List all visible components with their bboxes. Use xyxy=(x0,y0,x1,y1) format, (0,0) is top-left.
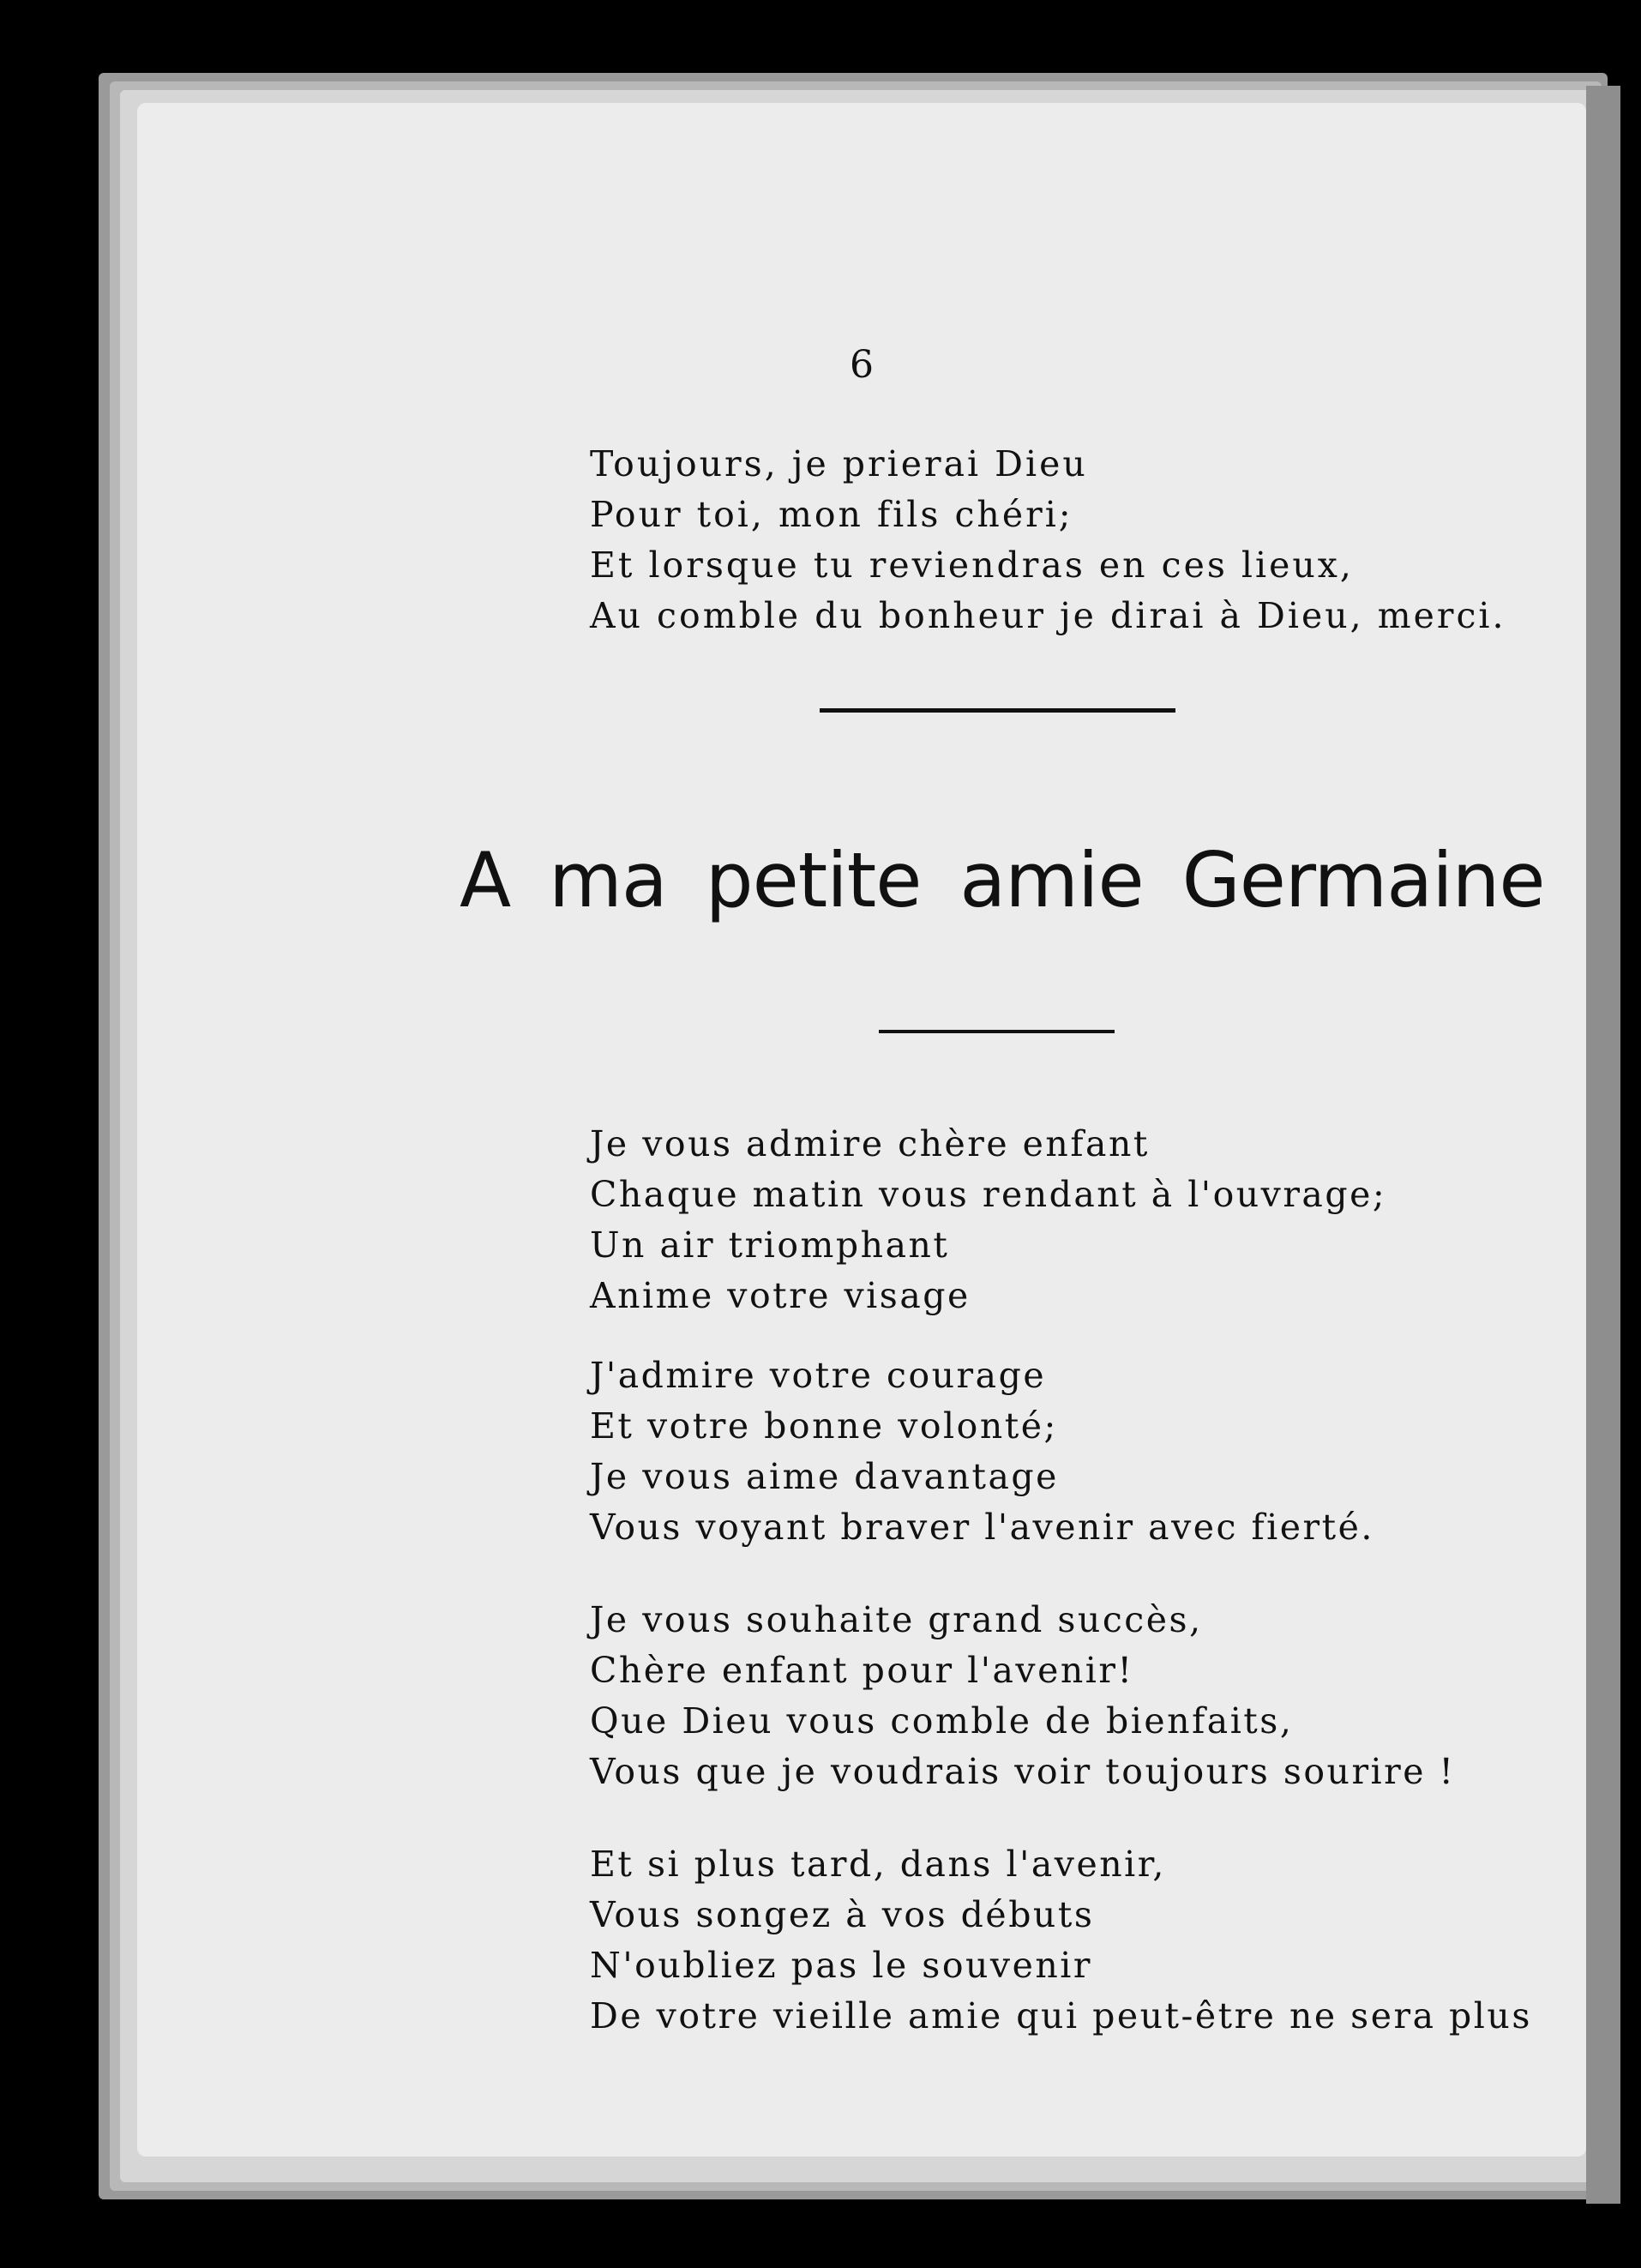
verse-line: Je vous admire chère enfant xyxy=(590,1123,1150,1164)
book-page xyxy=(137,103,1586,2157)
stanza-1 xyxy=(590,1119,1576,1321)
verse-line: Anime votre visage xyxy=(590,1275,971,1316)
verse-line: Vous songez à vos débuts xyxy=(590,1894,1095,1935)
separator-rule xyxy=(820,708,1175,713)
verse-line: Pour toi, mon fils chéri; xyxy=(590,494,1073,535)
verse-line: Je vous aime davantage xyxy=(590,1456,1059,1497)
stanza-3 xyxy=(590,1595,1576,1797)
poem-title: A ma petite amie Germaine xyxy=(460,836,1545,924)
page-number: 6 xyxy=(850,343,874,387)
verse-line: Au comble du bonheur je dirai à Dieu, merci. xyxy=(590,595,1506,636)
verse-line: Vous voyant braver l'avenir avec fierté. xyxy=(590,1507,1374,1548)
verse-line: N'oubliez pas le souvenir xyxy=(590,1945,1092,1986)
verse-line: Un air triomphant xyxy=(590,1224,950,1266)
verse-line: De votre vieille amie qui peut-être ne sera plus xyxy=(590,1995,1532,2036)
adjacent-page-edge xyxy=(1586,86,1620,2204)
verse-line: J'admire votre courage xyxy=(590,1355,1047,1396)
verse-line: Je vous souhaite grand succès, xyxy=(590,1599,1203,1640)
stanza-2 xyxy=(590,1351,1576,1553)
stanza-4 xyxy=(590,1839,1576,2042)
verse-line: Chère enfant pour l'avenir! xyxy=(590,1650,1134,1691)
verse-line: Et lorsque tu reviendras en ces lieux, xyxy=(590,544,1354,586)
title-underline-rule xyxy=(879,1030,1115,1033)
opening-stanza xyxy=(590,439,1576,641)
verse-line: Et votre bonne volonté; xyxy=(590,1405,1058,1447)
verse-line: Chaque matin vous rendant à l'ouvrage; xyxy=(590,1174,1387,1215)
verse-line: Vous que je voudrais voir toujours sourire ! xyxy=(590,1751,1456,1792)
verse-line: Et si plus tard, dans l'avenir, xyxy=(590,1844,1166,1885)
verse-line: Que Dieu vous comble de bienfaits, xyxy=(590,1700,1294,1742)
verse-line: Toujours, je prierai Dieu xyxy=(590,443,1088,484)
